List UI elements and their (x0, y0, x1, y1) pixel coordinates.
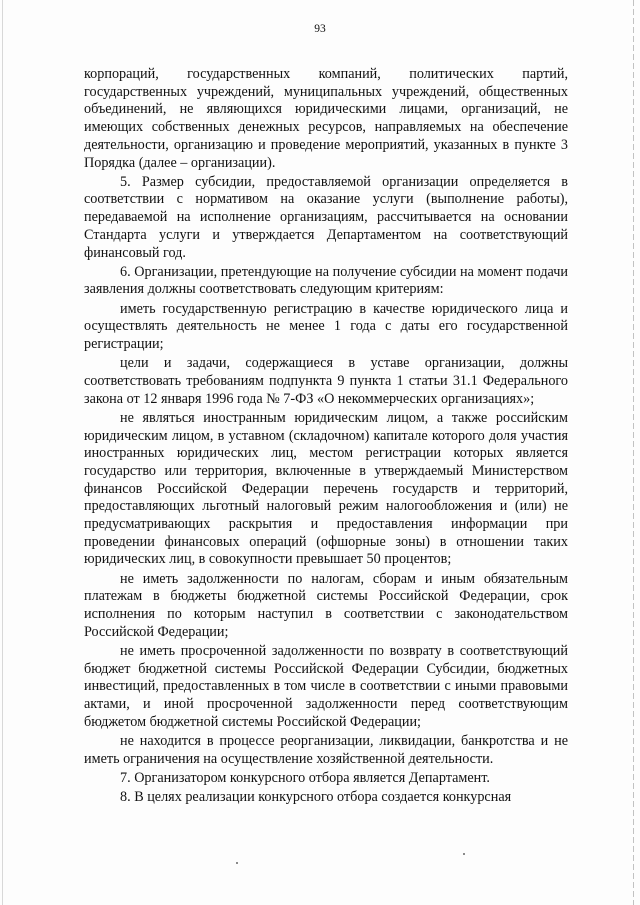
document-body (84, 66, 568, 808)
criterion-not-foreign-entity: не являться иностранным юридическим лицом, а также российским юридическим лицом, в уставном (складочном) капитале которого доля участия иностранных юридических лиц, местом регистрации которых является государство или территория, включенные в утверждаемый Министерством финансов Российской Федерации перечень государств и территорий, предоставляющих льготный налоговый режим налогообложения и (или) не предусматривающих раскрытия и предоставления информации при проведении финансовых операций (офшорные зоны) в отношении таких юридических лиц, в совокупности превышает 50 процентов; (84, 409, 568, 568)
criterion-no-tax-debt: не иметь задолженности по налогам, сборам и иным обязательным платежам в бюджеты бюджетной системы Российской Федерации, срок исполнения по которым наступил в соответствии с законодательством Российской Федерации; (84, 570, 568, 640)
page-right-edge (633, 0, 634, 905)
paragraph-8-commission: 8. В целях реализации конкурсного отбора создается конкурсная (120, 789, 512, 806)
page-left-edge (2, 0, 3, 905)
criterion-no-overdue-debt: не иметь просроченной задолженности по возврату в соответствующий бюджет бюджетной системы Российской Федерации Субсидии, бюджетных инвестиций, предоставленных в том числе в соответствии с иными правовыми актами, и иной просроченной задолженности перед соответствующим бюджетом бюджетной системы Российской Федерации; (84, 643, 568, 730)
criterion-charter-goals: цели и задачи, содержащиеся в уставе организации, должны соответствовать требованиям подпункта 9 пункта 1 статьи 31.1 Федерального закона от 12 января 1996 года № 7-ФЗ «О некоммерческих организациях»; (84, 355, 568, 407)
scan-speck (463, 853, 465, 855)
paragraph-5-subsidy-size: 5. Размер субсидии, предоставляемой организации определяется в соответствии с нормативом на оказание услуги (выполнение работы), передаваемой на исполнение организациям, рассчитывается на основании Стандарта услуги и утверждается Департаментом на соответствующий финансовый год. (84, 173, 568, 261)
scan-speck (236, 862, 238, 864)
paragraph-6-criteria: 6. Организации, претендующие на получение субсидии на момент подачи заявления должны соответствовать следующим критериям: (84, 263, 568, 298)
page-number: 93 (314, 23, 326, 35)
paragraph-7-organizer: 7. Организатором конкурсного отбора является Департамент. (120, 769, 490, 786)
criterion-no-reorganization: не находится в процессе реорганизации, ликвидации, банкротства и не иметь ограничения на осуществление хозяйственной деятельности. (84, 733, 568, 767)
criterion-registration: иметь государственную регистрацию в качестве юридического лица и осуществлять деятельность не менее 1 года с даты его государственной регистрации; (84, 300, 568, 353)
paragraph-continuation: корпораций, государственных компаний, политических партий, государственных учреждений, муниципальных учреждений, общественных объединений, не являющихся юридическими лицами, организаций, не имеющих собственных денежных ресурсов, направляемых на обеспечение деятельности, организацию и проведение мероприятий, указанных в пункте 3 Порядка (далее – организации). (84, 66, 568, 171)
